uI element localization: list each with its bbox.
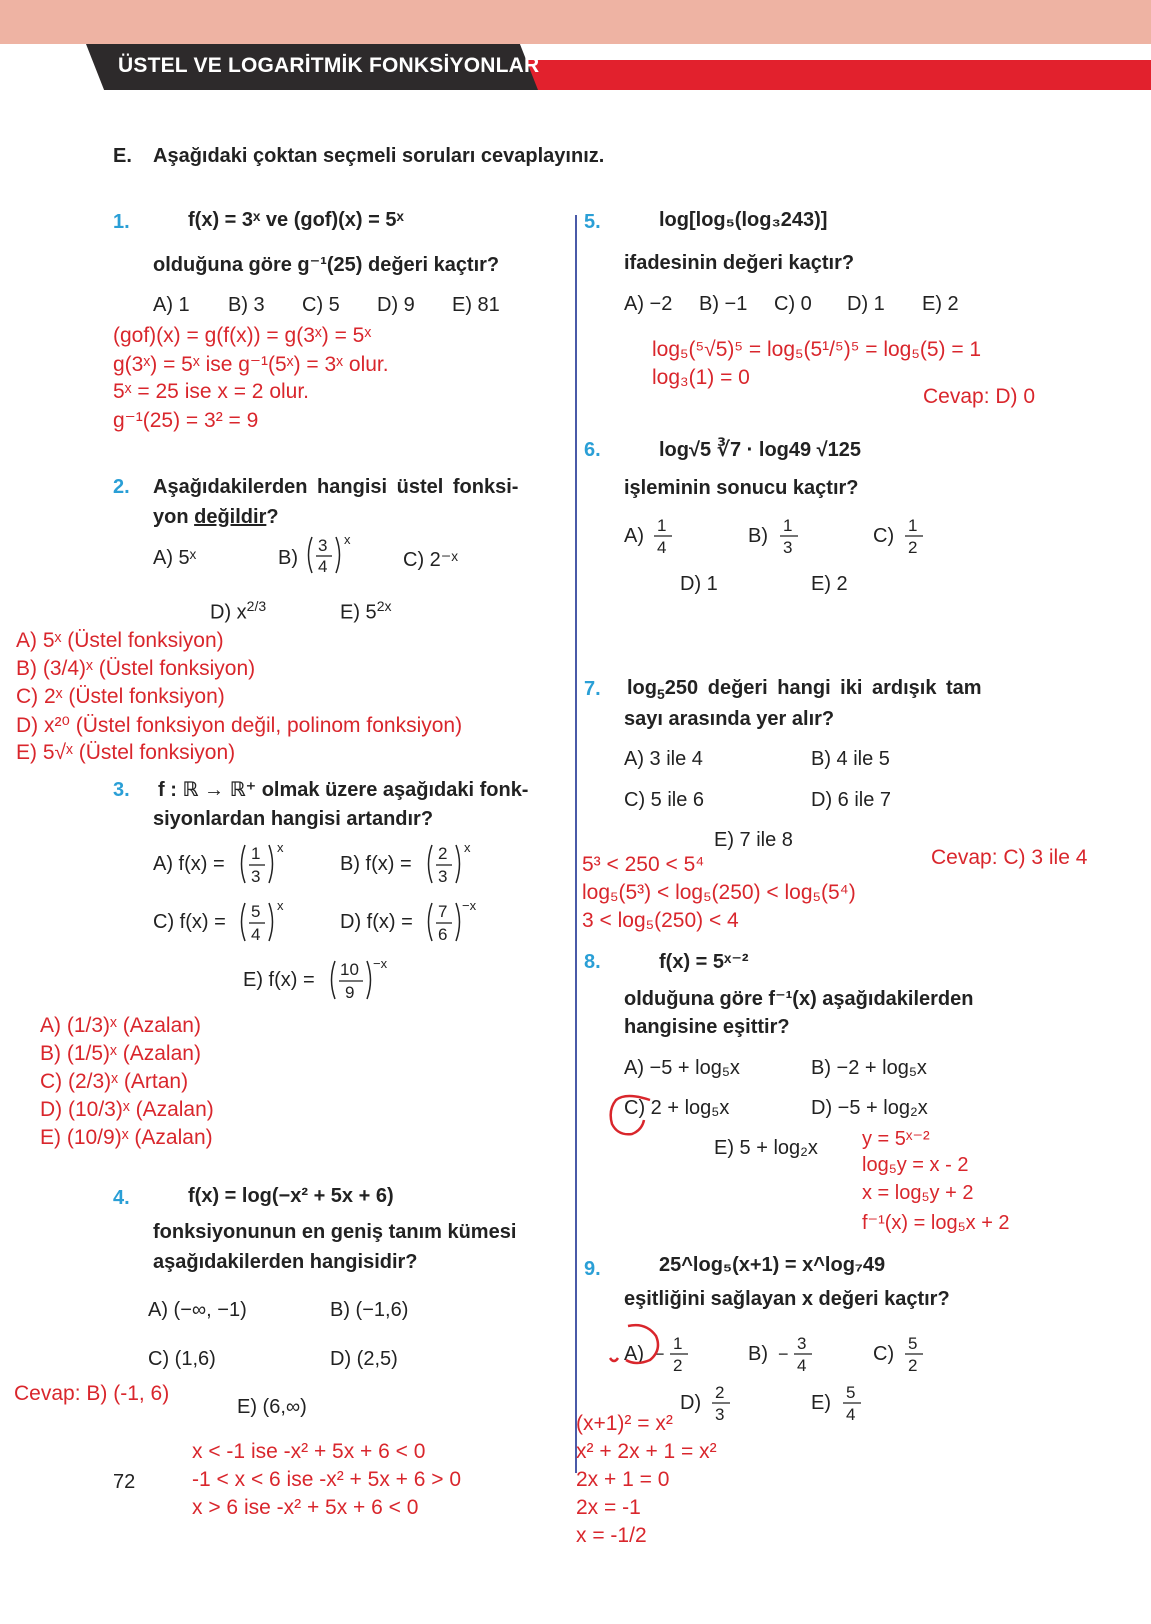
svg-text:1: 1 <box>783 516 793 535</box>
q3-solution-line: B) (1/5)ˣ (Azalan) <box>40 1042 201 1065</box>
page-title: ÜSTEL VE LOGARİTMİK FONKSİYONLAR <box>118 54 540 77</box>
q1-solution-line: (gof)(x) = g(f(x)) = g(3ˣ) = 5ˣ <box>113 324 372 347</box>
q9-option-b[interactable] <box>748 1334 807 1375</box>
q8-solution-line: log₅y = x - 2 <box>862 1154 969 1176</box>
svg-text:10: 10 <box>340 960 359 979</box>
svg-text:3: 3 <box>783 538 793 557</box>
q4-option-c[interactable]: C) (1,6) <box>148 1348 216 1370</box>
q2-option-b-label: B) <box>278 547 298 569</box>
q3-option-e[interactable] <box>243 957 388 1002</box>
q8-option-a[interactable]: A) −5 + log₅x <box>624 1057 740 1079</box>
question-5-stem: log[log₅(log₃243)] <box>659 209 828 231</box>
q1-option-b[interactable]: B) 3 <box>228 294 265 316</box>
question-4-stem: f(x) = log(−x² + 5x + 6) <box>188 1185 394 1207</box>
svg-text:5: 5 <box>846 1383 856 1402</box>
q3-option-a-expr <box>237 841 289 887</box>
q9-option-d-label: D) <box>680 1392 702 1414</box>
svg-text:5: 5 <box>908 1334 918 1353</box>
question-2-text-2 <box>153 506 279 529</box>
svg-text:4: 4 <box>318 557 328 576</box>
q9-option-b-expr <box>778 1331 818 1375</box>
q2-emphasis: değildir <box>194 506 267 528</box>
q3-solution-line: E) (10/9)ˣ (Azalan) <box>40 1126 213 1149</box>
q2-solution-line: A) 5ˣ (Üstel fonksiyon) <box>16 629 224 652</box>
q3-option-b-label: B) f(x) = <box>340 853 412 875</box>
svg-text:3: 3 <box>715 1405 725 1424</box>
svg-text:−: − <box>654 1344 665 1364</box>
q9-option-c-label: C) <box>873 1343 895 1365</box>
q2-option-a[interactable]: A) 5ˣ <box>153 547 197 569</box>
q2-option-c[interactable]: C) 2⁻ˣ <box>403 549 458 571</box>
q4-solution-line: x > 6 ise -x² + 5x + 6 < 0 <box>192 1496 419 1519</box>
q2-option-e-label: E) 5 <box>340 601 377 624</box>
svg-text:9: 9 <box>345 983 355 1002</box>
q3-stem-math: f : ℝ → ℝ⁺ <box>158 779 257 801</box>
q3-option-e-label: E) f(x) = <box>243 969 315 991</box>
q8-solution-line: f⁻¹(x) = log₅x + 2 <box>862 1212 1010 1234</box>
q7-option-a[interactable]: A) 3 ile 4 <box>624 748 703 770</box>
q9-solution-line: x² + 2x + 1 = x² <box>576 1440 717 1463</box>
svg-text:x: x <box>277 899 284 913</box>
q8-option-c[interactable]: C) 2 + log₅x <box>624 1097 730 1119</box>
q4-option-b[interactable]: B) (−1,6) <box>330 1299 409 1321</box>
q7-stem-part: log <box>627 677 657 699</box>
question-7-text: sayı arasında yer alır? <box>624 708 835 730</box>
q7-answer: Cevap: C) 3 ile 4 <box>931 846 1088 869</box>
q1-option-c[interactable]: C) 5 <box>302 294 340 316</box>
q3-option-c-label: C) f(x) = <box>153 911 226 933</box>
question-8-stem: f(x) = 5ˣ⁻² <box>659 951 749 973</box>
svg-text:2: 2 <box>715 1383 725 1402</box>
svg-text:−x: −x <box>462 899 477 913</box>
q9-solution-line: x = -1/2 <box>576 1524 647 1547</box>
svg-text:2: 2 <box>908 538 918 557</box>
q5-option-a[interactable]: A) −2 <box>624 293 673 315</box>
question-4-number: 4. <box>113 1187 130 1209</box>
q3-option-b-expr <box>424 841 476 887</box>
q7-stem-part: 250 değeri hangi iki ardışık tam <box>664 677 982 699</box>
q2-solution-line: D) x²⁰ (Üstel fonksiyon değil, polinom fonksiyon) <box>16 714 463 737</box>
q6-option-a[interactable] <box>624 516 667 557</box>
q1-solution-line: 5ˣ = 25 ise x = 2 olur. <box>113 380 310 403</box>
q5-option-c[interactable]: C) 0 <box>774 293 812 315</box>
svg-text:1: 1 <box>251 844 261 863</box>
svg-text:3: 3 <box>438 867 448 886</box>
q4-option-e[interactable]: E) (6,∞) <box>237 1396 307 1418</box>
svg-text:5: 5 <box>251 902 261 921</box>
q4-option-d[interactable]: D) (2,5) <box>330 1348 398 1370</box>
svg-text:3: 3 <box>797 1334 807 1353</box>
q5-option-d[interactable]: D) 1 <box>847 293 885 315</box>
q9-option-b-label: B) <box>748 1343 768 1365</box>
q5-answer: Cevap: D) 0 <box>923 385 1036 408</box>
q6-option-c[interactable] <box>873 516 918 557</box>
q3-option-d-label: D) f(x) = <box>340 911 413 933</box>
question-6-number: 6. <box>584 439 601 461</box>
column-divider <box>575 215 577 1473</box>
q6-option-a-label: A) <box>624 525 644 547</box>
question-3-number: 3. <box>113 779 130 801</box>
question-8-text: olduğuna göre f⁻¹(x) aşağıdakilerden <box>624 988 974 1010</box>
svg-text:3: 3 <box>251 867 261 886</box>
q3-option-e-expr <box>327 957 407 1003</box>
q1-solution-line: g(3ˣ) = 5ˣ ise g⁻¹(5ˣ) = 3ˣ olur. <box>113 353 389 376</box>
question-4-text-2: aşağıdakilerden hangisidir? <box>153 1251 418 1273</box>
q2-text-part: yon <box>153 506 195 528</box>
q6-option-b-expr <box>778 513 802 557</box>
q7-option-c[interactable]: C) 5 ile 6 <box>624 789 705 811</box>
q1-solution-line: g⁻¹(25) = 3² = 9 <box>113 409 259 432</box>
question-9-stem: 25^log₅(x+1) = x^log₇49 <box>659 1254 886 1276</box>
q9-option-d[interactable] <box>680 1383 725 1424</box>
q9-answer-circle <box>606 1322 666 1372</box>
q8-answer-circle <box>606 1090 666 1142</box>
q2-solution-line: B) (3/4)ˣ (Üstel fonksiyon) <box>16 657 256 680</box>
svg-text:x: x <box>464 841 471 855</box>
q9-option-e-label: E) <box>811 1392 831 1414</box>
question-1-text: olduğuna göre g⁻¹(25) değeri kaçtır? <box>153 254 500 276</box>
q9-option-e-expr <box>841 1380 865 1424</box>
q9-option-c[interactable] <box>873 1334 918 1375</box>
question-7-number: 7. <box>584 678 601 700</box>
svg-text:4: 4 <box>251 925 261 944</box>
question-5-number: 5. <box>584 211 601 233</box>
q2-option-e-exponent: 2x <box>376 598 392 614</box>
q6-option-d[interactable]: D) 1 <box>680 573 718 595</box>
q5-option-b[interactable]: B) −1 <box>699 293 748 315</box>
question-6-stem: log√5 ∛7 · log49 √125 <box>659 439 862 461</box>
q3-option-d-expr <box>424 899 488 945</box>
question-9-number: 9. <box>584 1258 601 1280</box>
q3-option-b[interactable] <box>340 841 471 886</box>
svg-text:2: 2 <box>908 1356 918 1375</box>
q8-option-d[interactable]: D) −5 + log₂x <box>811 1097 928 1119</box>
question-2-text: Aşağıdakilerden hangisi üstel fonksi- <box>153 476 519 498</box>
question-3-stem <box>158 777 528 802</box>
q2-solution-line: C) 2ˣ (Üstel fonksiyon) <box>16 685 225 708</box>
q9-solution-line: (x+1)² = x² <box>576 1412 673 1435</box>
svg-text:2: 2 <box>673 1356 683 1375</box>
svg-text:1: 1 <box>657 516 667 535</box>
q7-option-b[interactable]: B) 4 ile 5 <box>811 748 890 770</box>
q3-option-a[interactable] <box>153 841 284 886</box>
svg-text:x: x <box>344 533 351 547</box>
page-number: 72 <box>113 1471 136 1493</box>
svg-text:1: 1 <box>673 1334 683 1353</box>
q9-solution-line: 2x = -1 <box>576 1496 641 1519</box>
svg-text:2: 2 <box>438 844 448 863</box>
q5-option-e[interactable]: E) 2 <box>922 293 959 315</box>
q2-option-d-exponent: 2/3 <box>246 598 267 614</box>
top-band <box>0 0 1151 44</box>
q2-option-b[interactable] <box>278 533 351 576</box>
section-instruction: Aşağıdaki çoktan seçmeli soruları cevaplayınız. <box>153 145 605 167</box>
question-8-text-2: hangisine eşittir? <box>624 1016 790 1038</box>
q9-option-d-expr <box>710 1380 734 1424</box>
svg-text:4: 4 <box>797 1356 807 1375</box>
q7-option-e[interactable]: E) 7 ile 8 <box>714 829 793 851</box>
question-5-text: ifadesinin değeri kaçtır? <box>624 252 855 274</box>
q6-option-b[interactable] <box>748 516 793 557</box>
header-red-bar <box>520 60 1151 90</box>
q3-option-c-expr <box>237 899 289 945</box>
question-1-stem: f(x) = 3ˣ ve (gof)(x) = 5ˣ <box>188 209 404 231</box>
q3-solution-line: D) (10/3)ˣ (Azalan) <box>40 1098 214 1121</box>
q5-solution-line: log₃(1) = 0 <box>652 366 750 389</box>
question-4-text: fonksiyonunun en geniş tanım kümesi <box>153 1221 517 1243</box>
q4-answer: Cevap: B) (-1, 6) <box>14 1382 170 1405</box>
svg-text:3: 3 <box>318 536 328 555</box>
q5-solution-line: log₅(⁵√5)⁵ = log₅(5¹/⁵)⁵ = log₅(5) = 1 <box>652 338 982 361</box>
svg-text:x: x <box>277 841 284 855</box>
q3-option-d[interactable] <box>340 899 477 944</box>
svg-text:−x: −x <box>373 957 388 971</box>
q4-solution-line: -1 < x < 6 ise -x² + 5x + 6 > 0 <box>192 1468 462 1491</box>
q2-option-e[interactable] <box>340 598 391 625</box>
q1-option-a[interactable]: A) 1 <box>153 294 190 316</box>
q3-solution-line: C) (2/3)ˣ (Artan) <box>40 1070 189 1093</box>
q4-option-a[interactable]: A) (−∞, −1) <box>148 1299 247 1321</box>
q7-solution-line: 3 < log₅(250) < 4 <box>582 909 739 932</box>
q2-option-b-expr <box>304 533 356 577</box>
question-3-text: siyonlardan hangisi artandır? <box>153 808 434 830</box>
q6-option-c-label: C) <box>873 525 895 547</box>
question-8-number: 8. <box>584 951 601 973</box>
q6-option-c-expr <box>903 513 927 557</box>
q1-option-d[interactable]: D) 9 <box>377 294 415 316</box>
q4-solution-line: x < -1 ise -x² + 5x + 6 < 0 <box>192 1440 426 1463</box>
q9-solution-line: 2x + 1 = 0 <box>576 1468 670 1491</box>
q6-option-a-expr <box>652 513 676 557</box>
section-letter: E. <box>113 145 132 167</box>
q1-option-e[interactable]: E) 81 <box>452 294 500 316</box>
q8-solution-line: x = log₅y + 2 <box>862 1182 974 1204</box>
q9-option-c-expr <box>903 1331 927 1375</box>
question-2-number: 2. <box>113 476 130 498</box>
svg-text:7: 7 <box>438 902 448 921</box>
q7-option-d[interactable]: D) 6 ile 7 <box>811 789 892 811</box>
question-7-stem <box>627 677 982 702</box>
q9-option-e[interactable] <box>811 1383 856 1424</box>
q7-solution-line: 5³ < 250 < 5⁴ <box>582 853 705 876</box>
q2-option-d[interactable] <box>210 598 266 625</box>
q8-option-e[interactable]: E) 5 + log₂x <box>714 1137 818 1159</box>
question-9-text: eşitliğini sağlayan x değeri kaçtır? <box>624 1288 950 1310</box>
svg-text:4: 4 <box>657 538 667 557</box>
q2-solution-line: E) 5√ˣ (Üstel fonksiyon) <box>16 741 236 764</box>
q3-option-c[interactable] <box>153 899 284 944</box>
question-1-number: 1. <box>113 211 130 233</box>
q2-option-d-label: D) x <box>210 601 247 624</box>
question-6-text: işleminin sonucu kaçtır? <box>624 477 859 499</box>
q3-stem-text: olmak üzere aşağıdaki fonk- <box>256 779 529 801</box>
q8-option-b[interactable]: B) −2 + log₅x <box>811 1057 927 1079</box>
svg-text:1: 1 <box>908 516 918 535</box>
q2-text-part: ? <box>266 506 279 528</box>
q8-solution-line: y = 5ˣ⁻² <box>862 1128 930 1150</box>
q3-solution-line: A) (1/3)ˣ (Azalan) <box>40 1014 201 1037</box>
svg-text:4: 4 <box>846 1405 856 1424</box>
q7-solution-line: log₅(5³) < log₅(250) < log₅(5⁴) <box>582 881 856 904</box>
q6-option-b-label: B) <box>748 525 768 547</box>
svg-text:6: 6 <box>438 925 448 944</box>
q6-option-e[interactable]: E) 2 <box>811 573 848 595</box>
q3-option-a-label: A) f(x) = <box>153 853 225 875</box>
q9-option-a-label: A) <box>624 1343 644 1365</box>
svg-text:−: − <box>778 1344 789 1364</box>
q7-stem-base: 5 <box>657 686 665 702</box>
